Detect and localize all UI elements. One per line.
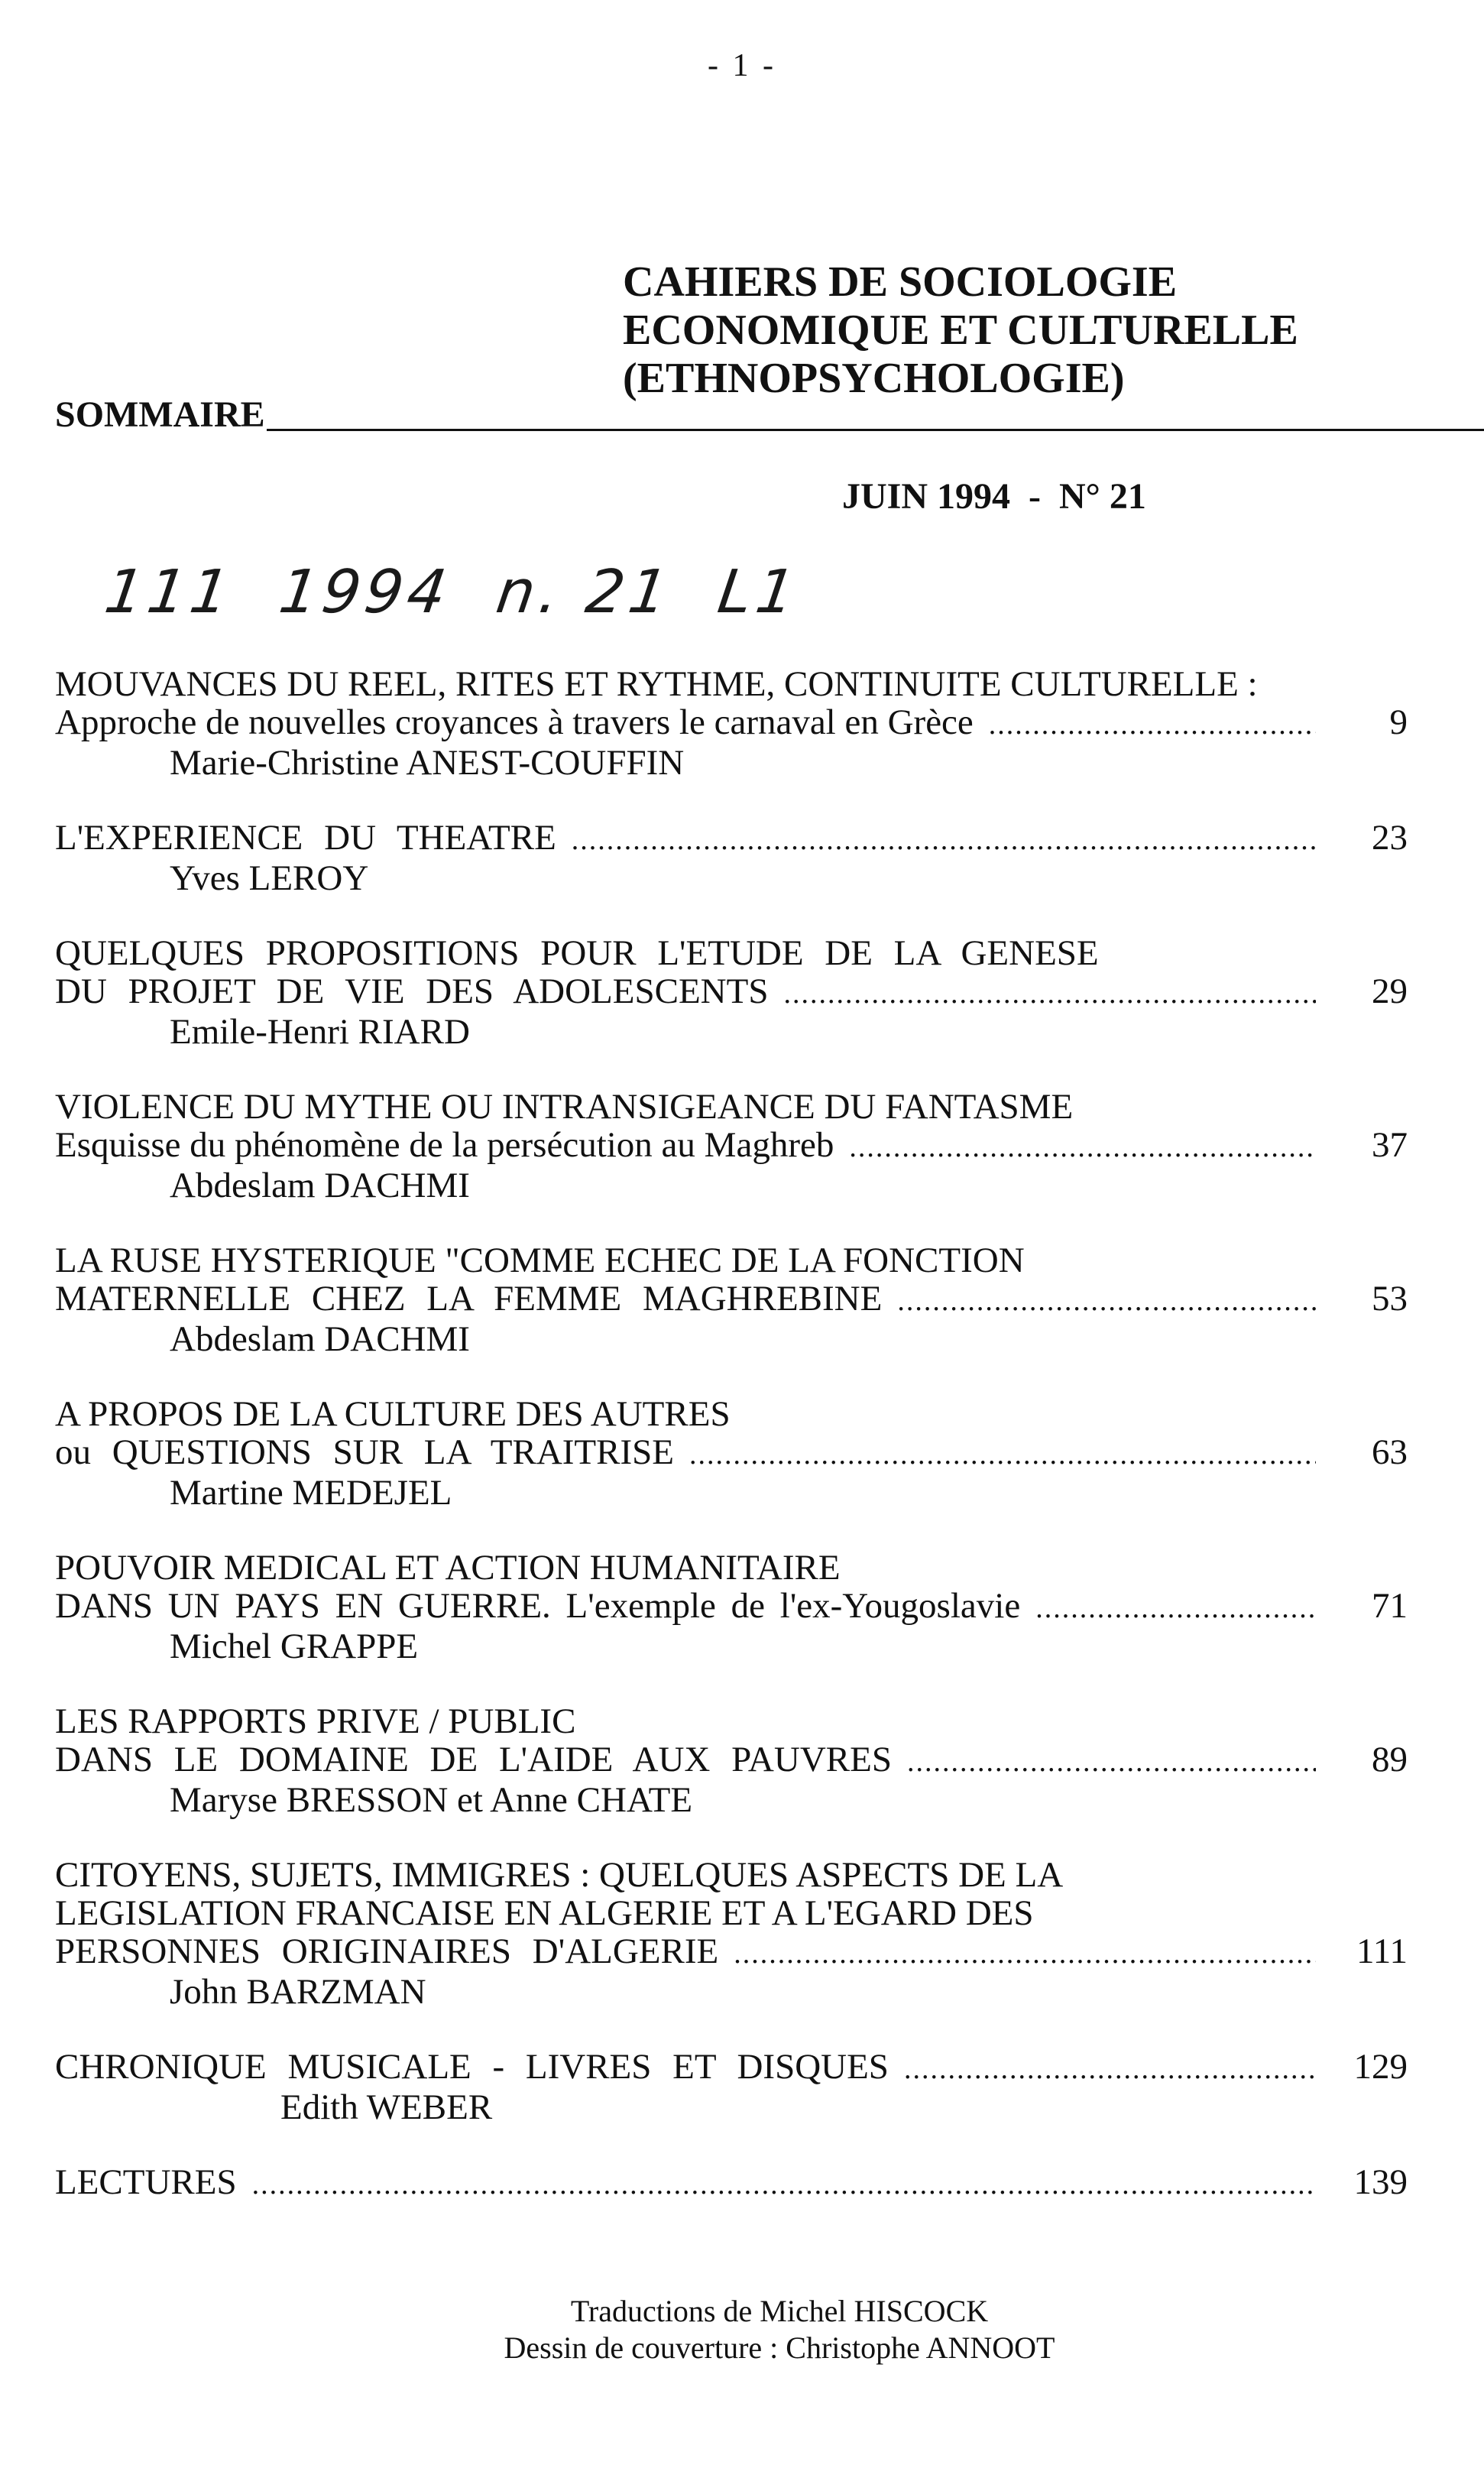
toc-page-number: 23 (1372, 818, 1408, 858)
leader-dots (907, 1743, 1316, 1781)
credits (0, 2293, 1484, 2366)
toc-entry (55, 665, 1408, 782)
toc-entry (55, 934, 1408, 1051)
toc-entry (55, 1088, 1408, 1205)
toc-entry-author: Yves LEROY (170, 858, 369, 898)
toc-entry-title: QUELQUES PROPOSITIONS POUR L'ETUDE DE LA GENESE (55, 933, 1099, 973)
sommaire-label: SOMMAIRE (55, 394, 265, 435)
toc-page-number: 71 (1372, 1586, 1408, 1626)
toc-entry-title: VIOLENCE DU MYTHE OU INTRANSIGEANCE DU FANTASME (55, 1087, 1074, 1127)
toc-entry-title: MATERNELLE CHEZ LA FEMME MAGHREBINE ..... 53 (55, 1280, 1408, 1320)
table-of-contents (55, 665, 1408, 2204)
toc-entry (55, 1856, 1408, 2011)
sommaire-heading (55, 394, 1484, 436)
toc-entry (55, 819, 1408, 897)
toc-entry-title: CITOYENS, SUJETS, IMMIGRES : QUELQUES ASPECTS DE LA (55, 1855, 1064, 1895)
toc-entry-title: LEGISLATION FRANCAISE EN ALGERIE ET A L'EGARD DES (55, 1893, 1034, 1933)
toc-page-number: 53 (1372, 1279, 1408, 1318)
toc-entry-author: Abdeslam DACHMI (170, 1166, 470, 1205)
toc-entry-title: POUVOIR MEDICAL ET ACTION HUMANITAIRE (55, 1548, 841, 1588)
toc-entry (55, 1549, 1408, 1665)
leader-dots (1035, 1589, 1316, 1627)
toc-entry-title: A PROPOS DE LA CULTURE DES AUTRES (55, 1394, 731, 1434)
page-number: - 1 - (708, 48, 776, 83)
toc-entry-title: L'EXPERIENCE DU THEATRE ..... 23 (55, 819, 1408, 859)
issue-date: JUIN 1994 - N° 21 (842, 476, 1146, 517)
leader-dots (572, 821, 1316, 859)
toc-entry-author: Marie-Christine ANEST-COUFFIN (170, 743, 685, 783)
toc-entry (55, 1241, 1408, 1358)
toc-entry-author: John BARZMAN (170, 1972, 426, 2012)
toc-entry-author: Maryse BRESSON et Anne CHATE (170, 1780, 693, 1820)
journal-title-line-2: ECONOMIQUE ET CULTURELLE (623, 307, 1298, 354)
toc-entry-title: MOUVANCES DU REEL, RITES ET RYTHME, CONTINUITE CULTURELLE : (55, 664, 1258, 704)
toc-page-number: 139 (1353, 2162, 1408, 2202)
toc-page-number: 89 (1372, 1740, 1408, 1779)
toc-entry-title: Approche de nouvelles croyances à travers le carnaval en Grèce ..... 9 (55, 703, 1408, 744)
toc-page-number: 63 (1372, 1432, 1408, 1472)
leader-dots (849, 1128, 1316, 1166)
toc-entry-author: Abdeslam DACHMI (170, 1319, 470, 1359)
toc-entry-title: PERSONNES ORIGINAIRES D'ALGERIE ..... 111 (55, 1932, 1408, 1973)
toc-entry (55, 1702, 1408, 1819)
toc-entry-author: Martine MEDEJEL (170, 1473, 452, 1513)
toc-entry-title: CHRONIQUE MUSICALE - LIVRES ET DISQUES ..... 129 (55, 2048, 1408, 2088)
toc-page-number: 9 (1389, 702, 1408, 742)
toc-page-number: 29 (1372, 971, 1408, 1011)
toc-entry-title: LA RUSE HYSTERIQUE "COMME ECHEC DE LA FONCTION (55, 1241, 1025, 1280)
translations-credit: Traductions de Michel HISCOCK (570, 2294, 989, 2328)
toc-entry-author: Emile-Henri RIARD (170, 1012, 470, 1052)
toc-entry-title: DANS UN PAYS EN GUERRE. L'exemple de l'ex-Yougoslavie ..... 71 (55, 1587, 1408, 1627)
leader-dots (734, 1935, 1316, 1973)
toc-entry-title: LECTURES ..... 139 (55, 2163, 1408, 2204)
toc-entry-title: ou QUESTIONS SUR LA TRAITRISE ..... 63 (55, 1433, 1408, 1474)
toc-entry (55, 1395, 1408, 1512)
journal-title-line-3: (ETHNOPSYCHOLOGIE) (623, 355, 1125, 402)
toc-page-number: 111 (1356, 1931, 1408, 1971)
leader-dots (689, 1435, 1316, 1474)
leader-dots (989, 705, 1316, 744)
toc-page-number: 37 (1372, 1125, 1408, 1165)
cover-credit: Dessin de couverture : Christophe ANNOOT (504, 2330, 1055, 2365)
leader-dots (897, 1282, 1316, 1320)
toc-entry-title: DANS LE DOMAINE DE L'AIDE AUX PAUVRES ..... 89 (55, 1740, 1408, 1781)
toc-entry (55, 2163, 1408, 2204)
toc-entry (55, 2048, 1408, 2126)
handwritten-note: 111 1994 n. 21 L1 (100, 558, 804, 627)
toc-entry-author: Michel GRAPPE (170, 1627, 419, 1666)
leader-dots (783, 975, 1316, 1013)
toc-entry-title: Esquisse du phénomène de la persécution au Maghreb ..... 37 (55, 1126, 1408, 1166)
toc-entry-title: LES RAPPORTS PRIVE / PUBLIC (55, 1701, 576, 1741)
toc-entry-title: DU PROJET DE VIE DES ADOLESCENTS ..... 29 (55, 972, 1408, 1013)
toc-page-number: 129 (1353, 2047, 1408, 2087)
leader-dots (904, 2050, 1316, 2088)
heading-rule (267, 429, 1484, 431)
journal-title (623, 258, 1406, 403)
journal-title-line-1: CAHIERS DE SOCIOLOGIE (623, 258, 1178, 306)
leader-dots (252, 2165, 1316, 2204)
toc-entry-author: Edith WEBER (280, 2087, 493, 2127)
